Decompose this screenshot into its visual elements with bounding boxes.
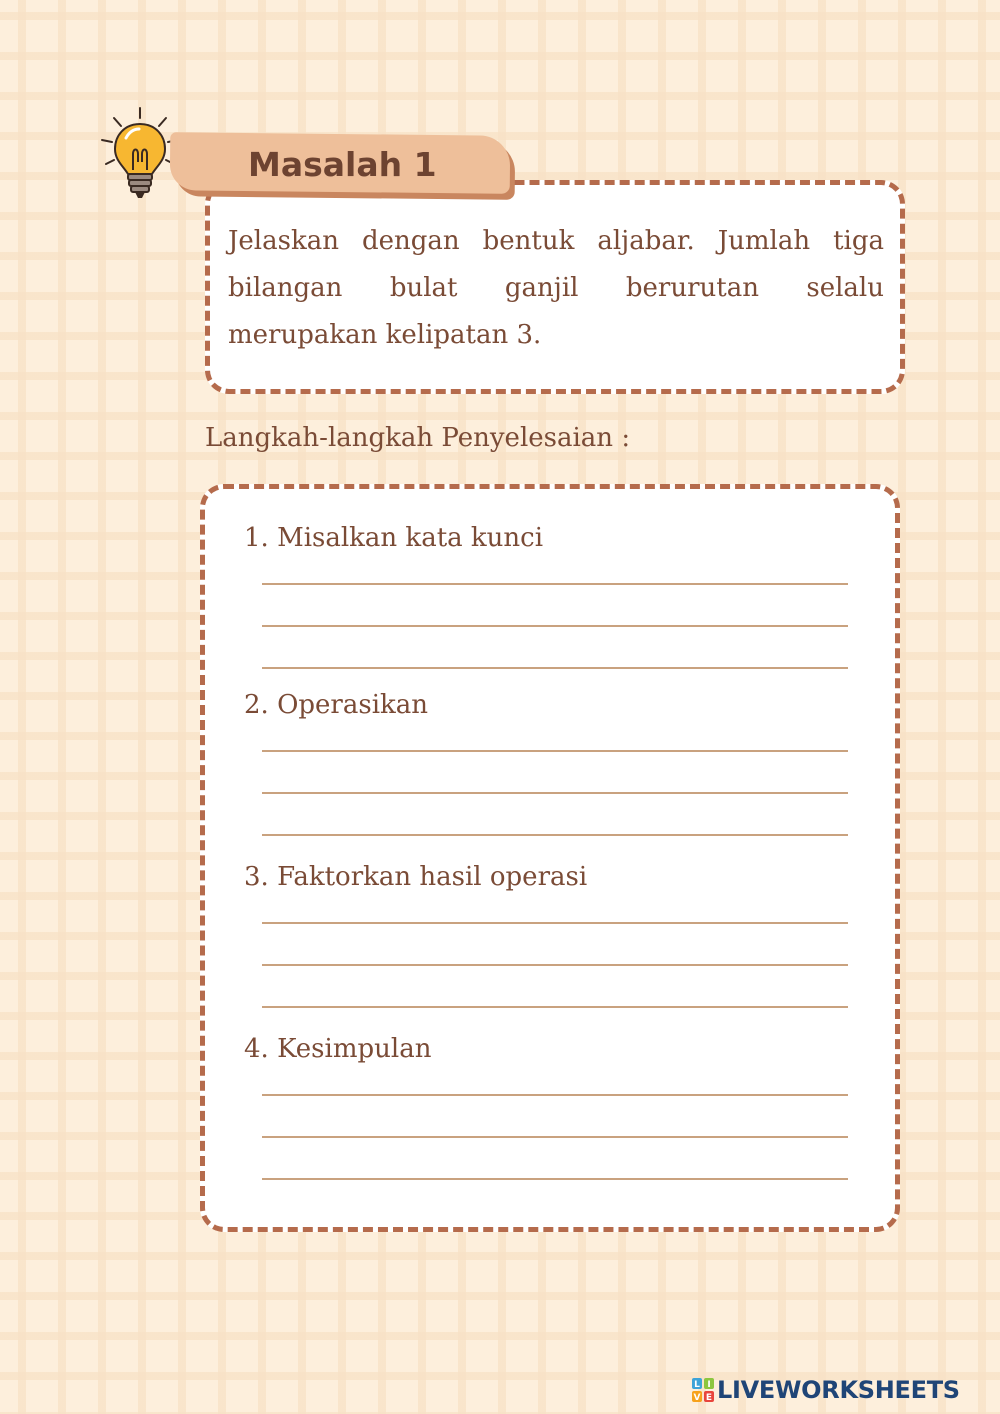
logo-mark-letter: E <box>705 1393 713 1402</box>
answer-line[interactable] <box>262 750 848 752</box>
answer-line[interactable] <box>262 1094 848 1096</box>
step-2-label: 2. Operasikan <box>244 690 429 720</box>
step-1-label: 1. Misalkan kata kunci <box>244 523 544 553</box>
answer-line[interactable] <box>262 667 848 669</box>
answer-line[interactable] <box>262 834 848 836</box>
step-3-label: 3. Faktorkan hasil operasi <box>244 862 588 892</box>
problem-text: Jelaskan dengan bentuk aljabar. Jumlah tiga bilangan bulat ganjil berurutan selalu merupakan kelipatan 3. <box>228 226 884 350</box>
answer-line[interactable] <box>262 792 848 794</box>
problem-title: Masalah 1 <box>248 145 437 184</box>
step-4-label: 4. Kesimpulan <box>244 1034 432 1064</box>
answer-line[interactable] <box>262 1136 848 1138</box>
answer-line[interactable] <box>262 1006 848 1008</box>
answer-line[interactable] <box>262 583 848 585</box>
answer-line[interactable] <box>262 1178 848 1180</box>
logo-mark-letter: V <box>693 1393 701 1402</box>
answer-line[interactable] <box>262 922 848 924</box>
liveworksheets-logo-mark-icon <box>692 1378 714 1402</box>
logo-text: LIVEWORKSHEETS <box>717 1376 960 1404</box>
liveworksheets-logo <box>692 1373 960 1407</box>
steps-heading: Langkah-langkah Penyelesaian : <box>205 423 631 453</box>
logo-mark-letter: L <box>694 1380 700 1390</box>
logo-mark-letter: I <box>707 1380 711 1390</box>
answer-line[interactable] <box>262 625 848 627</box>
answer-line[interactable] <box>262 964 848 966</box>
